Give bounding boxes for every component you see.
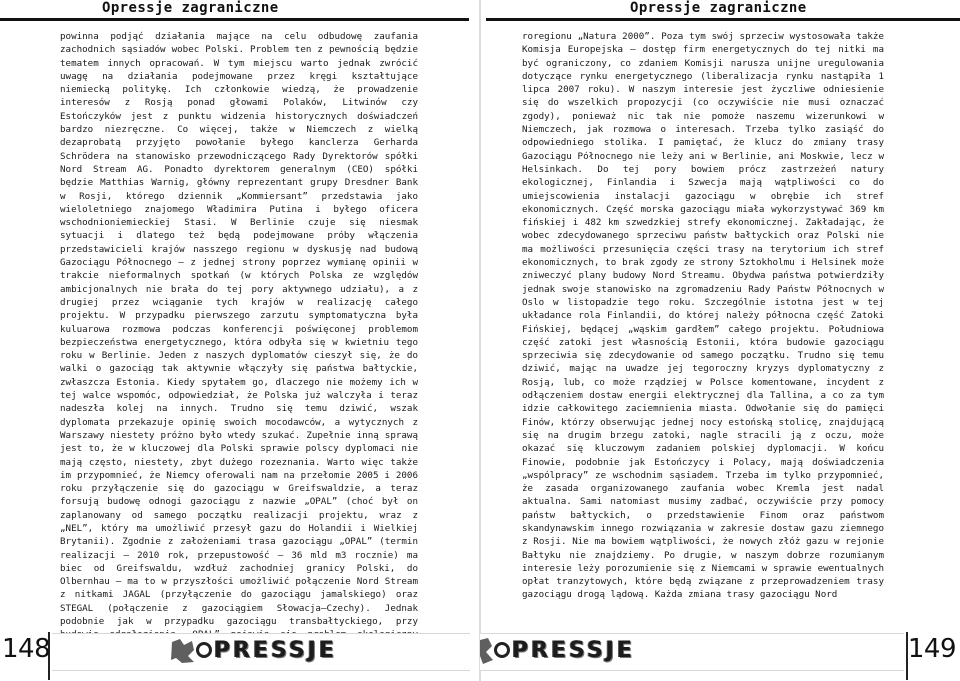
header-rule bbox=[486, 18, 960, 21]
page-number: 148 bbox=[2, 634, 51, 664]
header-rule bbox=[0, 18, 469, 21]
magazine-logo bbox=[494, 638, 635, 664]
logo-text: PRESSJE bbox=[214, 638, 338, 663]
article-body bbox=[60, 30, 418, 628]
magazine-logo bbox=[196, 638, 337, 664]
right-page bbox=[480, 0, 960, 681]
logo-text: PRESSJE bbox=[512, 638, 636, 663]
body-paragraph: powinna podjąć działania mające na celu odbudowę zaufania zachodnich sąsiadów wobec Polski. Problem ten z pewnością będzie tematem innych opracowań. W tym miejscu warto jednak zwrócić uwagę na działania podejmowane przez kręgi kształtujące niemiecką politykę. Ich członkowie wiedzą, że prowadzenie interesów z Rosją ponad głowami Polaków, Litwinów czy Estończyków jest z punktu widzenia historycznych doświadczeń bardzo niezręczne. Co więcej, także w Niemczech z wielką dezaprobatą przyjęto powołanie byłego kanclerza Gerharda Schrödera na stanowisko przewodniczącego Rady Dyrektorów spółki Nord Stream AG. Ponadto dyrektorem generalnym (CEO) spółki będzie Matthias Warnig, główny reprezentant grupy Dresdner Bank w Rosji, którego dziennik „Kommiersant” przedstawia jako wieloletniego znajomego Władimira Putina i byłego oficera wschodnioniemieckiej Stasi. W Berlinie czuje się niesmak sytuacji i dlatego też będą podejmowane próby włączenia przedstawicieli krajów nasszego regionu w dyskusję nad budową Gazociągu Północnego — z jednej strony poprzez wymianę opinii w trakcie nieformalnych spotkań (w których Polska ze względów ambicjonalnych nie brała do tej pory aktywnego udziału), a z drugiej przez wciąganie tych krajów w realizację całego projektu. W przypadku pierwszego zarzutu symptomatyczna była kuluarowa rozmowa podczas konferencji poświęconej problemom bezpieczeństwa energetycznego, która odbyła się w kwietniu tego roku w Berlinie. Jeden z naszych dyplomatów cieszył się, że do walki o gazociąg tak aktywnie włączyły się państwa bałtyckie, zwłaszcza Estonia. Kiedy spytałem go, dlaczego nie możemy ich w tej walce wspomóc, odpowiedział, że Polska już walczyła i teraz nadeszła kolej na innych. Trudno się temu dziwić, wszak dyplomata przekazuje opinię swoich mocodawców, a wytycznych z Warszawy niestety próżno było wtedy szukać. Zupełnie inną sprawą jest to, że w kluczowej dla Polski sprawie polscy dyplomaci nie mają często, niestety, zbyt dużego rozeznania. Warto więc także im przypomnieć, że Niemcy oferowali nam na przełomie 2005 i 2006 roku przyłączenie się do gazociągu w Greifswaldzie, a teraz forsują budowę odnogi gazociągu z nazwie „OPAL” (choć był on zaplanowany od samego początku realizacji projektu, wraz z „NEL”, który ma umożliwić przesył gazu do Holandii i Wielkiej Brytanii). Zgodnie z założeniami trasa gazociągu „OPAL” (termin realizacji — 2010 rok, przepustowość — 36 mld m3 rocznie) ma biec od Greifswaldu, wzdłuż zachodniej granicy Polski, do Olbernhau — ma to w przyszłości umożliwić połączenie Nord Stream z nitkami JAGAL (przyłączenie do gazociągu jamalskiego) oraz STEGAL (połączenie z gazociągiem Słowacja—Czechy). Jednak podobnie jak w przypadku gazociągu transbałtyckiego, przy bbox=[60, 31, 418, 628]
grunge-decoration-icon bbox=[170, 636, 196, 666]
logo-ring-icon bbox=[196, 642, 212, 658]
page-number: 149 bbox=[907, 634, 956, 664]
grunge-decoration-icon bbox=[480, 636, 494, 666]
body-paragraph: roregionu „Natura 2000”. Poza tym swój sprzeciw wystosowała także Komisja Europejska — dostęp firm energetycznych do tej nitki ma być ograniczony, co zdaniem Komisji narusza unijne uregulowania dotyczące rynku energetycznego (liberalizacja rynku nastąpiła 1 lipca 2007 roku). W naszym interesie jest życzliwe odniesienie się do wszelkich propozycji (co oczywiście nie musi oznaczać zgody), ponieważ nic tak nie pomoże naszemu wizerunkowi w Niemczech, jak rozmowa o interesach. Trzeba tylko zasiąść do odpowiedniego stolika. I pamiętać, że klucz do zmiany trasy Gazociągu Północnego nie leży ani w Berlinie, ani Moskwie, lecz w Helsinkach. Do tej pory bowiem prócz zastrzeżeń natury ekologicznej, Finlandia i Szwecja mają wątpliwości co do umiejscowienia instalacji gazociągu w obrębie ich stref ekonomicznych. Część morska gazociągu miała wykorzystywać 369 km fińskiej i 482 km szwedzkiej strefy ekonomicznej. Zakładając, że wobec zdecydowanego sprzeciwu państw bałtyckich oraz Polski nie ma możliwości przesunięcia części trasy na terytorium ich stref ekonomicznych, to brak zgody ze strony Sztokholmu i Helsinek może zniweczyć plany budowy Nord Streamu. Obydwa państwa potwierdziły jednak swoje stanowisko na zgromadzeniu Rady Państw Północnych w Oslo w listopadzie tego roku. Szczególnie istotna jest w tej układance rola Finlandii, do której należy północna część Zatoki Fińskiej, będącej „wąskim gardłem” całego projektu. Południowa część zatoki jest własnością Estonii, która budowie gazociągu sprzeciwia się zdecydowanie od samego początku. Trudno się temu dziwić, mając na uwadze jej tegoroczny kryzys dyplomatyczny z Rosją, lub, co może rządziej w Polsce komentowane, incydent z odłączeniem dostaw energii elektrycznej dla Tallina, a co za tym idzie całkowitego zaciemnienia miasta. Odwołanie się do pamięci Finów, którzy obserwując jednej nocy estońską stolicę, znajdującą się na drugim brzegu zatoki, nagle stracili ją z oczu, może okazać się kluczowym zadaniem polskiej dyplomacji. W końcu Finowie, podobnie jak Estończycy i Polacy, mają doświadczenia „wspólpracy” ze wschodnim sąsiadem. Trzeba im tylko przypomnieć, że zasada organizowanego zaufania wobec Kremla jest nadal aktualna. Sami natomiast musimy zadbać, oczywiście przy pomocy państw bałtyckich, o przedstawienie Finom oraz państwom skandynawskim innego rozwiązania w zakresie dostaw gazu ziemnego z Rosji. Nie ma bowiem wątpliwości, że nowych złóż gazu w rejonie Bałtyku nie znajdziemy. Po drugie, w naszym dobrze rozumianym interesie leży porozumienie się z Niemcami w sprawie ewentualnych opłat tranzytowych, które będą związane z przeprowadzeniem trasy gazociągu drogą lądową. Każda zmiana trasy gazociągu Nord bbox=[522, 31, 884, 601]
running-header: Opressje zagraniczne bbox=[102, 0, 279, 16]
logo-ring-icon bbox=[494, 642, 510, 658]
running-header: Opressje zagraniczne bbox=[630, 0, 807, 16]
article-body bbox=[522, 30, 884, 616]
